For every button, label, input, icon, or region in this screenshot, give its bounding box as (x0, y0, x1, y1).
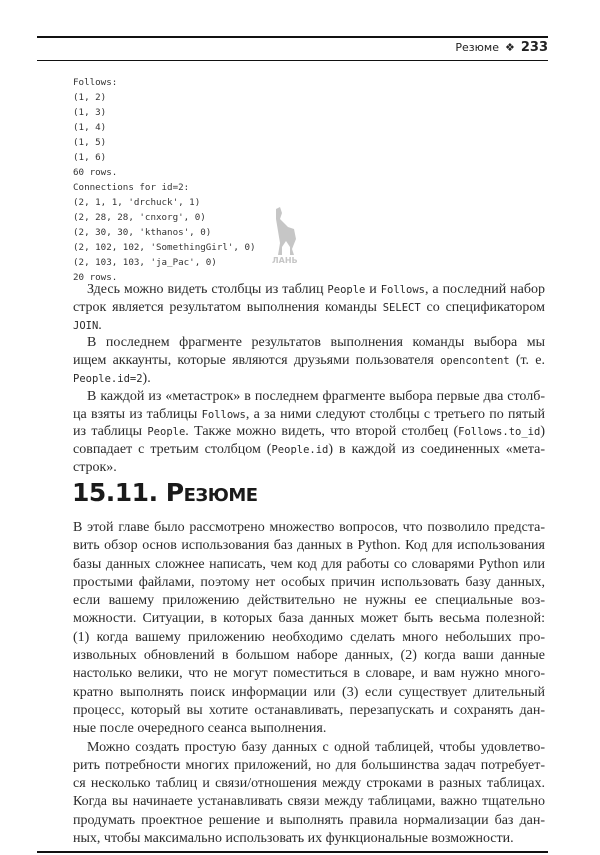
text-line (73, 556, 545, 574)
page-number: 233 (520, 40, 548, 55)
text-line (73, 629, 545, 647)
text-run: ) в каждой из соединенных «мета- (328, 442, 545, 458)
inline-code: People (327, 284, 366, 296)
text-line (73, 720, 545, 738)
text-run: и (365, 282, 381, 297)
text-line (73, 684, 545, 702)
text-line (73, 739, 545, 757)
text-run: , а последний набор (424, 282, 545, 297)
inline-code: People.id=2 (73, 372, 143, 385)
text-line (73, 830, 545, 848)
ornament-icon: ❖ (504, 41, 515, 54)
text-line (73, 299, 545, 317)
text-line (73, 317, 545, 335)
inline-code: JOIN (73, 319, 99, 332)
text-line (73, 459, 545, 477)
inline-code: Follows.to_id (458, 426, 541, 439)
inline-code: opencontent (440, 355, 510, 368)
text-run: ных, чтобы максимально использовать их функциональные возможности. (73, 831, 514, 847)
inline-code: People (147, 426, 186, 439)
text-run: извольных обновлений в большом наборе данных, (2) когда ваши данные (73, 648, 545, 664)
text-run: простыми файлами, поэтому нет особых причин использовать базу данных, (73, 574, 545, 590)
code-line: (2, 28, 28, 'cnxorg', 0) (73, 212, 206, 223)
publisher-watermark-logo (270, 205, 300, 265)
text-run: . (98, 317, 102, 333)
text-run: , а за ними следуют столбцы с третьего по пятый (245, 406, 545, 422)
text-line (73, 592, 545, 610)
text-run: Можно создать простую базу данных с одной таблицей, чтобы удовлетво- (87, 739, 545, 755)
text-line (73, 610, 545, 628)
text-run: ищем аккаунты, которые являются друзьями пользователя (73, 353, 441, 369)
text-line (73, 665, 545, 683)
code-line: (1, 6) (73, 152, 107, 163)
inline-code: Follows (201, 408, 246, 421)
bottom-rule (37, 851, 548, 853)
top-rule (37, 36, 548, 38)
text-line (73, 388, 545, 406)
svg-text:ЛАНЬ: ЛАНЬ (272, 256, 298, 265)
code-line: 60 rows. (73, 167, 118, 178)
section-heading (72, 478, 258, 507)
code-line: (2, 30, 30, 'kthanos', 0) (73, 227, 212, 238)
running-head-section: Резюме (455, 41, 499, 54)
explanation-paragraphs (73, 281, 545, 477)
text-run: кратно выполнять поиск информации или (3) если существует длительный (73, 684, 545, 700)
code-line: 20 rows. (73, 272, 118, 283)
code-line: (1, 3) (73, 107, 107, 118)
inline-code: People.id (271, 444, 329, 457)
text-line (73, 423, 545, 441)
text-line (73, 406, 545, 424)
text-run: Здесь можно видеть столбцы из таблиц (87, 282, 328, 297)
code-line: (2, 1, 1, 'drchuck', 1) (73, 197, 201, 208)
text-line (73, 757, 545, 775)
code-line: Connections for id=2: (73, 182, 190, 193)
text-run: можности. Ситуации, в которых база данных может быть весьма полезной: (73, 611, 545, 627)
text-line (73, 574, 545, 592)
text-run: ся несколько таблиц и связи/отношения между строками в разных таблицах. (73, 776, 545, 792)
text-run: строк является результатом выполнения команды (73, 299, 383, 315)
summary-paragraphs (73, 519, 545, 848)
code-line: Follows: (73, 77, 118, 88)
text-line (73, 281, 545, 299)
text-run: процесс, который вы хотите останавливать, перезапускать и сохранять дан- (73, 702, 545, 718)
running-head (455, 40, 548, 55)
text-run: ). (142, 370, 151, 386)
text-run: рить потребности многих приложений, но для большинства задач потребует- (73, 757, 545, 773)
text-line (73, 812, 545, 830)
text-run: ца взяты из таблицы (73, 406, 202, 422)
text-run: В этой главе было рассмотрено множество вопросов, что позволило предста- (73, 520, 545, 535)
text-run: (т. е. (509, 353, 545, 369)
text-run: . Также можно видеть, что второй столбец ( (185, 424, 459, 440)
text-line (73, 647, 545, 665)
text-run: настолько велики, что не могут поместиться в словаре, и вам нужно много- (73, 666, 545, 682)
text-run: В последнем фрагменте результатов выполнения команды выбора мы (87, 335, 545, 351)
section-title: Резюме (165, 478, 258, 507)
text-line (73, 334, 545, 352)
text-run: ные после очередного сеанса выполнения. (73, 721, 327, 737)
text-line (73, 702, 545, 720)
text-line (73, 793, 545, 811)
text-run: базы данных сложнее написать, чем код для работы со словарями Python или (73, 556, 545, 572)
text-run: вить обзор основ использования баз данных в Python. Код для использования (73, 538, 545, 554)
header-rule (37, 60, 548, 61)
text-run: строк». (73, 459, 117, 475)
text-line (73, 441, 545, 459)
text-line (73, 537, 545, 555)
code-line: (2, 102, 102, 'SomethingGirl', 0) (73, 242, 256, 253)
text-run: со спецификатором (420, 299, 545, 315)
code-line: (1, 4) (73, 122, 107, 133)
text-run: если вашему приложению действительно не нужны ее специальные воз- (73, 593, 545, 609)
text-line (73, 370, 545, 388)
code-line: (1, 5) (73, 137, 107, 148)
text-run: из таблицы (73, 424, 148, 440)
text-line (73, 352, 545, 370)
text-run: ) (540, 424, 545, 440)
text-run: совпадает с третьим столбцом ( (73, 442, 272, 458)
text-run: продумать проектное решение и выполнять правила нормализации баз дан- (73, 812, 545, 828)
section-number: 15.11. (72, 478, 158, 507)
inline-code: Follows (380, 284, 425, 296)
code-line: (2, 103, 103, 'ja_Pac', 0) (73, 257, 217, 268)
text-line (73, 775, 545, 793)
code-output (73, 75, 256, 285)
text-line (73, 519, 545, 537)
code-line: (1, 2) (73, 92, 107, 103)
inline-code: SELECT (382, 301, 421, 314)
text-run: (1) когда вашему приложению необходимо сделать много небольших про- (73, 629, 545, 645)
text-run: В каждой из «метастрок» в последнем фрагменте выбора первые два столб- (87, 388, 545, 404)
text-run: Когда вы начинаете устанавливать связи между таблицами, важно тщательно (73, 794, 545, 810)
